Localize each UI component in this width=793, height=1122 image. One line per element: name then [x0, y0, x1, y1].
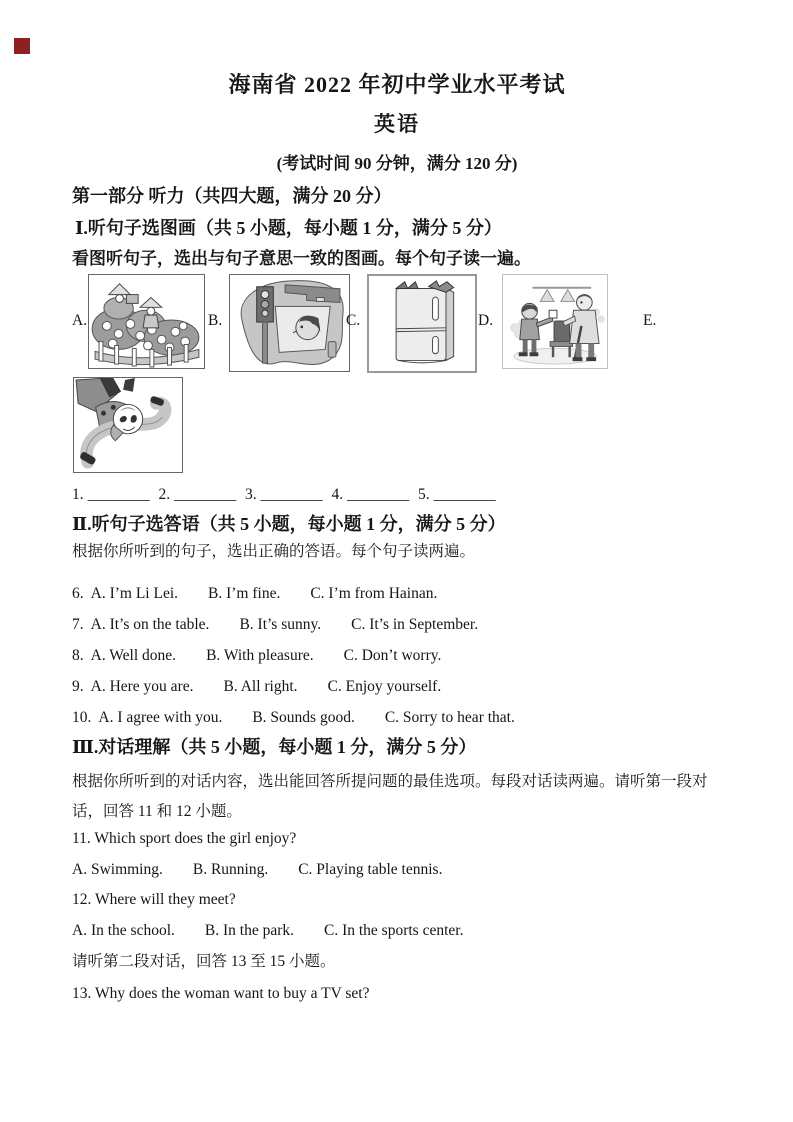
red-seal-mark	[14, 38, 30, 54]
question-row-8	[72, 647, 722, 664]
question-11-text: 11. Which sport does the girl enjoy?	[72, 830, 297, 847]
question-number: 10.	[72, 709, 92, 726]
option-c: C. Sorry to hear that.	[384, 709, 515, 726]
section3-heading: Ⅲ.对话理解（共 5 小题，每小题 1 分，满分 5 分）	[72, 737, 477, 757]
picture-label-d: D.	[478, 312, 494, 329]
page-title: 海南省 2022 年初中学业水平考试	[228, 72, 566, 97]
option-c: C. Don’t worry.	[343, 647, 442, 664]
picture-label-b: B.	[208, 312, 223, 329]
question-number: 8.	[72, 647, 84, 664]
option-c: C. Enjoy yourself.	[327, 678, 442, 695]
blank-line: ________	[347, 486, 410, 503]
picture-e-performer	[73, 377, 183, 473]
picture-e-row	[72, 377, 722, 473]
orchard-harvest-illustration	[89, 275, 204, 368]
question-row-7	[72, 616, 722, 633]
picture-b-driving	[229, 274, 350, 372]
answer-blank-2: 2. ________	[158, 486, 237, 503]
answer-blank-1: 1. ________	[72, 486, 150, 503]
option-b: B. In the park.	[204, 922, 294, 939]
option-a: A. Swimming.	[72, 861, 163, 878]
section1-heading: Ⅰ.听句子选图画（共 5 小题，每小题 1 分，满分 5 分）	[75, 218, 502, 238]
option-b: B. Sounds good.	[252, 709, 355, 726]
picture-c-refrigerator	[367, 274, 477, 373]
option-b: B. With pleasure.	[206, 647, 314, 664]
section2-heading: Ⅱ.听句子选答语（共 5 小题，每小题 1 分，满分 5 分）	[72, 514, 506, 534]
option-a: A. In the school.	[72, 922, 175, 939]
answer-blank-5: 5. ________	[418, 486, 496, 503]
option-b: B. It’s sunny.	[239, 616, 322, 633]
section3-instruction: 根据你所听到的对话内容，选出能回答所提问题的最佳选项。每段对话读两遍。请听第一段对话，回答 11 和 12 小题。	[72, 773, 708, 820]
answer-blank-3: 3. ________	[245, 486, 323, 503]
picture-d-serving-tea	[502, 274, 608, 369]
question-12-options	[72, 922, 722, 939]
driver-in-car-traffic-light-illustration	[230, 275, 349, 371]
option-b: B. Running.	[192, 861, 269, 878]
option-b: B. All right.	[223, 678, 298, 695]
question-13-text: 13. Why does the woman want to buy a TV set?	[72, 985, 370, 1002]
question-row-10	[72, 709, 722, 726]
question-number: 9.	[72, 678, 84, 695]
option-a: A. I agree with you.	[98, 709, 223, 726]
question-11-options	[72, 861, 722, 878]
section1-instruction: 看图听句子，选出与句子意思一致的图画。每个句子读一遍。	[72, 249, 531, 268]
blank-line: ________	[260, 486, 323, 503]
option-c: C. It’s in September.	[351, 616, 479, 633]
question-row-9	[72, 678, 722, 695]
blank-line: ________	[174, 486, 237, 503]
exam-meta: (考试时间 90 分钟，满分 120 分)	[276, 154, 518, 173]
option-a: A. Well done.	[90, 647, 177, 664]
section2-instruction: 根据你所听到的句子，选出正确的答语。每个句子读两遍。	[72, 543, 476, 560]
boy-serving-tea-to-elderly-man-illustration	[503, 275, 607, 368]
question-number: 6.	[72, 585, 84, 602]
picture-label-c: C.	[346, 312, 361, 329]
picture-label-e: E.	[643, 312, 657, 329]
page-content	[72, 0, 722, 1002]
answer-blank-4: 4. ________	[331, 486, 410, 503]
section3-dialog2-note: 请听第二段对话，回答 13 至 15 小题。	[72, 953, 336, 970]
question-number: 7.	[72, 616, 84, 633]
answer-blanks-row	[72, 487, 722, 503]
question-12-text: 12. Where will they meet?	[72, 891, 236, 908]
picture-label-a: A.	[72, 312, 88, 329]
option-c: C. Playing table tennis.	[298, 861, 443, 878]
opera-performer-acrobat-illustration	[74, 378, 182, 472]
blank-line: ________	[433, 486, 496, 503]
part1-heading: 第一部分 听力（共四大题，满分 20 分）	[72, 186, 392, 206]
option-a: A. Here you are.	[90, 678, 194, 695]
picture-a-orchard	[88, 274, 205, 369]
option-a: A. I’m Li Lei.	[90, 585, 179, 602]
question-row-6	[72, 585, 722, 602]
subject-title: 英语	[374, 112, 420, 136]
refrigerator-illustration	[369, 276, 475, 371]
picture-options-row	[72, 274, 722, 373]
option-c: C. In the sports center.	[324, 922, 464, 939]
option-c: C. I’m from Hainan.	[310, 585, 438, 602]
option-b: B. I’m fine.	[208, 585, 281, 602]
option-a: A. It’s on the table.	[90, 616, 210, 633]
blank-line: ________	[87, 486, 150, 503]
